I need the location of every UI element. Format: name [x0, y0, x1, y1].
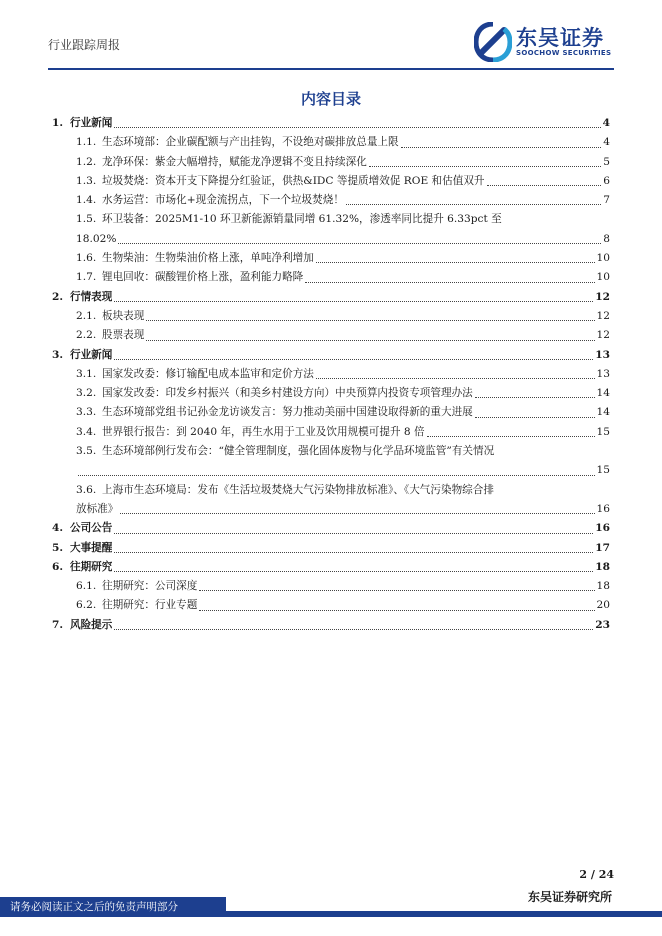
toc-entry-number: 6.1.: [76, 580, 97, 593]
toc-entry-page: 14: [596, 406, 610, 419]
toc-entry-title: 生态环境部例行发布会：“健全管理制度，强化固体废物与化学品环境监管”有关情况: [102, 445, 495, 458]
toc-entry-title: 锂电回收：碳酸锂价格上涨，盈利能力略降: [102, 271, 304, 284]
toc-leader-dots: [487, 185, 602, 186]
toc-entry-page: 15: [596, 425, 610, 438]
toc-entry-page: 16: [595, 522, 610, 535]
logo-english-name: SOOCHOW SECURITIES: [516, 49, 612, 57]
toc-entry-page: 7: [603, 194, 610, 207]
toc-leader-dots: [114, 301, 593, 302]
toc-entry-number: 2.1.: [76, 309, 97, 322]
header-divider: [48, 68, 614, 70]
toc-entry-number: 1.2.: [76, 155, 97, 168]
toc-entry-number: 1.: [52, 117, 64, 129]
toc-title: 内容目录: [300, 90, 361, 108]
toc-leader-dots: [114, 533, 593, 534]
toc-entry-page: 8: [603, 232, 610, 245]
toc-entry[interactable]: [52, 172, 610, 191]
toc-entry-title: 往期研究: [70, 560, 113, 573]
toc-entry[interactable]: [52, 249, 610, 268]
report-type-label: 行业跟踪周报: [48, 38, 121, 52]
toc-entry[interactable]: [52, 326, 610, 345]
toc-entry[interactable]: [52, 307, 610, 326]
toc-leader-dots: [346, 204, 601, 205]
toc-entry-number: 3.2.: [76, 387, 97, 400]
toc-entry-title: 国家发改委：修订输配电成本监审和定价方法: [102, 367, 314, 380]
toc-entry-title: 风险提示: [70, 618, 113, 631]
toc-entry-page: 14: [596, 387, 610, 400]
toc-entry-title-cont: 18.02%: [76, 232, 117, 245]
institute-name: 东吴证券研究所: [527, 890, 612, 904]
toc-leader-dots: [401, 147, 602, 148]
toc-entry[interactable]: [52, 481, 610, 520]
toc-entry-page: 20: [596, 599, 610, 612]
toc-entry-title: 龙净环保：紫金大幅增持，赋能龙净逻辑不变且持续深化: [102, 155, 367, 168]
toc-entry[interactable]: [52, 133, 610, 152]
toc-leader-dots: [369, 166, 601, 167]
toc-entry-page: 10: [596, 271, 610, 284]
toc-entry-number: 2.: [52, 290, 64, 303]
page-number: 2 / 24: [579, 868, 614, 881]
toc-entry-title: 上海市生态环境局：发布《生活垃圾焚烧大气污染物排放标准》、《大气污染物综合排: [102, 483, 494, 496]
toc-entry[interactable]: [52, 423, 610, 442]
toc-leader-dots: [114, 359, 593, 360]
toc-entry-title: 环卫装备：2025M1-10 环卫新能源销量同增 61.32%，渗透率同比提升 6.33pct 至: [102, 213, 502, 226]
toc-entry[interactable]: [52, 268, 610, 287]
toc-leader-dots: [78, 475, 595, 476]
table-of-contents: [52, 114, 610, 635]
toc-entry-number: 2.2.: [76, 329, 97, 342]
toc-entry[interactable]: [52, 519, 610, 538]
toc-entry-page: 18: [596, 580, 610, 593]
toc-entry-title: 股票表现: [102, 329, 145, 342]
toc-entry-number: 3.5.: [76, 445, 97, 458]
toc-entry[interactable]: [52, 191, 610, 210]
toc-entry-page: 16: [596, 502, 610, 515]
toc-entry[interactable]: [52, 114, 610, 133]
company-logo: [474, 22, 624, 64]
toc-leader-dots: [118, 243, 601, 244]
toc-leader-dots: [316, 262, 595, 263]
toc-entry-number: 3.: [52, 348, 64, 361]
toc-entry[interactable]: [52, 539, 610, 558]
toc-leader-dots: [316, 378, 595, 379]
toc-entry-title: 行情表现: [70, 290, 113, 303]
toc-entry-title: 国家发改委：印发乡村振兴（和美乡村建设方向）中央预算内投资专项管理办法: [102, 387, 473, 400]
toc-entry-page: 4: [603, 136, 610, 149]
toc-entry[interactable]: [52, 403, 610, 422]
toc-leader-dots: [199, 590, 594, 591]
toc-entry-number: 1.1.: [76, 136, 97, 149]
logo-chinese-name: 东吴证券: [516, 26, 604, 50]
toc-leader-dots: [146, 320, 594, 321]
toc-entry-number: 6.2.: [76, 599, 97, 612]
toc-entry-number: 4.: [52, 522, 64, 535]
toc-entry[interactable]: [52, 596, 610, 615]
toc-entry-title: 水务运营：市场化+现金流拐点，下一个垃圾焚烧！: [102, 194, 344, 207]
toc-entry-number: 1.6.: [76, 252, 97, 265]
toc-entry-page: 13: [595, 348, 610, 361]
toc-entry-title: 往期研究：行业专题: [102, 599, 198, 612]
toc-entry-title: 往期研究：公司深度: [102, 580, 198, 593]
toc-entry-page: 17: [595, 541, 610, 554]
toc-entry-page: 12: [595, 290, 610, 303]
toc-entry-number: 3.6.: [76, 483, 97, 496]
toc-entry-number: 1.5.: [76, 213, 97, 226]
toc-entry-page: 13: [596, 367, 610, 380]
footer-strip: [226, 911, 662, 917]
toc-entry[interactable]: [52, 442, 610, 481]
toc-leader-dots: [120, 513, 594, 514]
toc-entry-number: 3.4.: [76, 425, 97, 438]
toc-leader-dots: [114, 552, 593, 553]
toc-leader-dots: [475, 417, 595, 418]
toc-entry-title: 公司公告: [70, 522, 113, 535]
toc-entry-number: 3.1.: [76, 367, 97, 380]
logo-mark-icon: [474, 22, 512, 62]
toc-entry-title: 行业新闻: [70, 348, 113, 361]
toc-entry-title: 大事提醒: [70, 541, 113, 554]
toc-entry-title: 行业新闻: [70, 117, 113, 129]
toc-entry[interactable]: [52, 365, 610, 384]
toc-entry[interactable]: [52, 288, 610, 307]
toc-entry[interactable]: [52, 384, 610, 403]
toc-entry[interactable]: [52, 153, 610, 172]
toc-entry[interactable]: [52, 558, 610, 577]
toc-entry-page: 15: [596, 464, 610, 477]
toc-entry-number: 6.: [52, 560, 64, 573]
toc-entry-page: 5: [603, 155, 610, 168]
toc-entry-page: 12: [596, 329, 610, 342]
toc-entry[interactable]: [52, 210, 610, 249]
toc-entry-page: 4: [602, 117, 610, 129]
toc-entry-number: 7.: [52, 618, 64, 631]
toc-entry-page: 18: [595, 560, 610, 573]
toc-entry-title: 生物柴油：生物柴油价格上涨，单吨净利增加: [102, 252, 314, 265]
toc-entry-title: 生态环境部：企业碳配额与产出挂钩，不设绝对碳排放总量上限: [102, 136, 399, 149]
toc-leader-dots: [114, 127, 600, 128]
toc-entry-number: 5.: [52, 541, 64, 554]
toc-entry-title: 板块表现: [102, 309, 145, 322]
disclaimer-banner: 请务必阅读正文之后的免责声明部分: [0, 897, 226, 917]
toc-entry-number: 3.3.: [76, 406, 97, 419]
toc-entry-title-cont: 放标准》: [76, 502, 119, 515]
toc-leader-dots: [114, 629, 593, 630]
toc-leader-dots: [427, 436, 595, 437]
toc-entry-number: 1.4.: [76, 194, 97, 207]
toc-entry-title: 世界银行报告：到 2040 年，再生水用于工业及饮用规模可提升 8 倍: [102, 425, 425, 438]
toc-entry-number: 1.3.: [76, 174, 97, 187]
toc-entry-page: 12: [596, 309, 610, 322]
toc-leader-dots: [146, 340, 594, 341]
toc-entry[interactable]: [52, 346, 610, 365]
toc-leader-dots: [199, 610, 594, 611]
toc-entry-title: 垃圾焚烧：资本开支下降提分红验证，供热&IDC 等提质增效促 ROE 和估值双升: [102, 174, 485, 187]
toc-entry-page: 6: [603, 174, 610, 187]
toc-entry-title: 生态环境部党组书记孙金龙访谈发言：努力推动美丽中国建设取得新的重大进展: [102, 406, 473, 419]
toc-entry-page: 10: [596, 252, 610, 265]
toc-entry-page: 23: [595, 618, 610, 631]
toc-leader-dots: [305, 282, 594, 283]
toc-leader-dots: [475, 397, 595, 398]
toc-entry[interactable]: [52, 577, 610, 596]
toc-entry-number: 1.7.: [76, 271, 97, 284]
toc-leader-dots: [114, 571, 593, 572]
toc-entry[interactable]: [52, 616, 610, 635]
